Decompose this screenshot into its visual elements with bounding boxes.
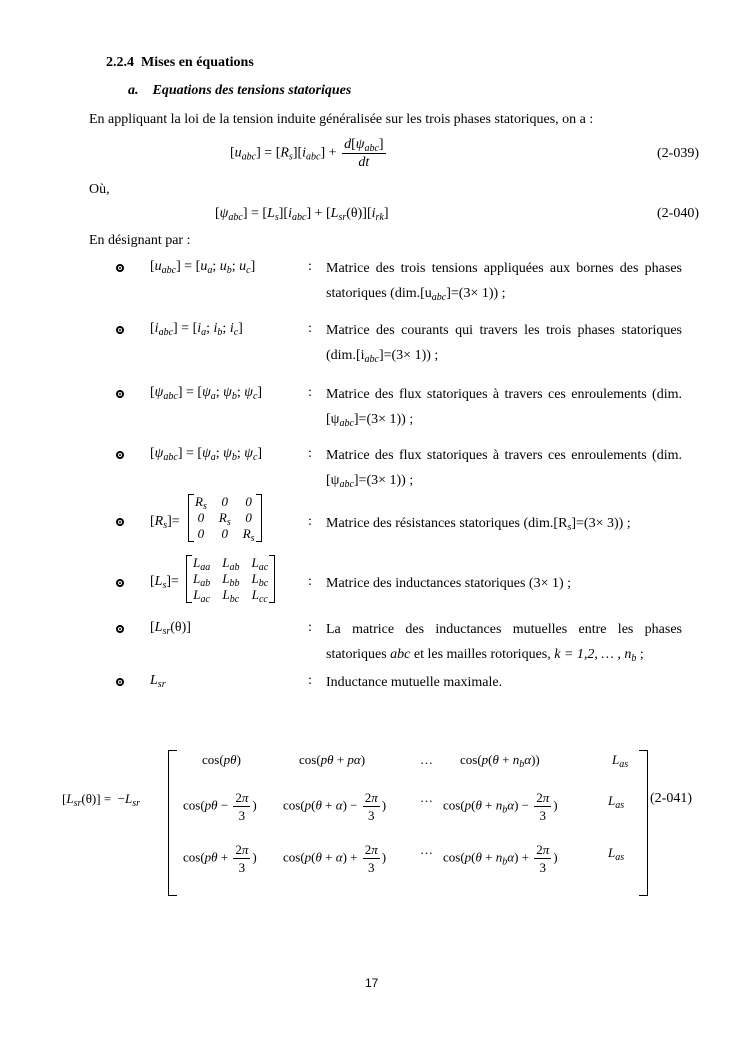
matrix-cell: cos(pθ + $\frac{2\pi}{3}$ ) (183, 842, 257, 875)
def-colon: : (308, 385, 312, 400)
matrix-cell: … (420, 790, 433, 805)
symbol-ls: $[L_s]=$ (150, 574, 179, 591)
matrix-cell: cos(pθ) (202, 752, 241, 767)
symbol-psi-abc: $[\psi_{abc}] = [\psi_a$; $\psi_b$; $\psi_c$] (150, 446, 263, 463)
def-colon: : (308, 673, 312, 688)
symbol-i-abc: $[i_{abc}] = [i_a$; $i_b$; $i_c$] (150, 321, 243, 338)
bullet-icon (116, 264, 124, 272)
bullet-icon (116, 390, 124, 398)
bullet-icon (116, 625, 124, 633)
def-colon: : (308, 574, 312, 589)
def-colon: : (308, 620, 312, 635)
section-title: Mises en équations (141, 55, 254, 70)
matrix-cell: $\cos(p(\theta + n_b\alpha)$ − $\frac{2\pi}{3}$ ) (443, 790, 558, 823)
section-heading (106, 55, 254, 71)
matrix-cell: $L_{as}$ (608, 845, 625, 863)
equation-voltage: $[u_{abc}] = [R_s][i_{abc}]$ + $\frac{d[\psi_{abc}]}{dt}$ (230, 137, 384, 170)
symbol-u-abc: $[u_{abc}] = [u_a$; $u_b$; $u_c$] (150, 259, 256, 276)
matrix-cell: cos(p(θ + α) + $\frac{2\pi}{3}$ ) (283, 842, 387, 875)
bullet-icon (116, 518, 124, 526)
definition-text: Matrice des flux statoriques à travers ces enroulements $(dim.[\psi_{abc}]=(3\times 1))$ ; (326, 448, 682, 490)
def-colon: : (308, 514, 312, 529)
bullet-icon (116, 326, 124, 334)
def-colon: : (308, 321, 312, 336)
definition-text: Matrice des flux statoriques à travers ces enroulements $(dim.[\psi_{abc}]=(3\times 1))$ ; (326, 387, 682, 429)
matrix-cell: $L_{as}$ (608, 793, 625, 811)
matrix-cell: $\cos(p(\theta + n_b\alpha)$ + $\frac{2\pi}{3}$ ) (443, 842, 558, 875)
subsection-letter: a. (128, 83, 139, 98)
where-text: Où, (89, 182, 110, 197)
matrix-cell: … (420, 752, 433, 767)
symbol-psi-abc: $[\psi_{abc}] = [\psi_a$; $\psi_b$; $\psi_c$] (150, 385, 263, 402)
definition-text: Matrice des trois tensions appliquées aux bornes des phases statoriques $(dim.[u_{abc}]=(3\times 1))$ ; (326, 261, 682, 303)
symbol-rs: $[R_s]=$ (150, 514, 180, 531)
matrix-lhs: $[L_{sr}(\theta)] = -L_{sr}$ (62, 791, 141, 809)
matrix-right-bracket (639, 750, 648, 896)
def-colon: : (308, 259, 312, 274)
bullet-icon (116, 678, 124, 686)
matrix-cell: $\cos(p(\theta + n_b\alpha))$ (460, 752, 540, 770)
equation-number-2: (2-040) (657, 206, 699, 221)
symbol-lsr: $L_{sr}$ (150, 673, 166, 690)
page-number: 17 (365, 976, 379, 990)
subsection-heading (128, 83, 351, 99)
matrix-rs: $R_s$ 0 0 0 $R_s$ 0 0 0 $R_s$ (188, 494, 262, 542)
def-colon: : (308, 446, 312, 461)
section-number: 2.2.4 (106, 55, 134, 70)
definition-text: Matrice des résistances statoriques $(dim.[R_s]=(3\times 3))$ ; (326, 516, 631, 533)
definition-text: Matrice des courants qui travers les trois phases statoriques $(dim.[i_{abc}]=(3\times 1))$ ; (326, 323, 682, 365)
matrix-cell: cos(pθ − $\frac{2\pi}{3}$ ) (183, 790, 257, 823)
bullet-icon (116, 579, 124, 587)
intro-paragraph: En appliquant la loi de la tension induite généralisée sur les trois phases statoriques, on a : (89, 112, 594, 127)
equation-flux: $[\psi_{abc}] = [L_s][i_{abc}] + [L_{sr}(\theta)][i_{rk}]$ (215, 206, 389, 223)
matrix-cell: cos(p(θ + α) − $\frac{2\pi}{3}$ ) (283, 790, 387, 823)
matrix-ls: $L_{aa}$ $L_{ab}$ $L_{ac}$ $L_{ab}$ $L_{bb}$ $L_{bc}$ $L_{ac}$ $L_{bc}$ $L_{cc}$ (186, 555, 275, 603)
subsection-title: Equations des tensions statoriques (152, 83, 352, 98)
matrix-cell: $L_{as}$ (612, 752, 629, 770)
bullet-icon (116, 451, 124, 459)
matrix-cell: … (420, 842, 433, 857)
equation-number-1: (2-039) (657, 146, 699, 161)
symbol-lsr-theta: $[L_{sr}(\theta)]$ (150, 620, 191, 637)
matrix-left-bracket (168, 750, 177, 896)
equation-number-3: (2-041) (650, 791, 692, 806)
matrix-cell: cos(pθ + pα) (299, 752, 366, 767)
definition-text: Inductance mutuelle maximale. (326, 675, 503, 690)
definition-text: Matrice des inductances statoriques (3× 1) ; (326, 576, 572, 591)
designating-text: En désignant par : (89, 233, 191, 248)
definition-text: La matrice des inductances mutuelles entre les phases statoriques abc et les mailles rotoriques, k = 1,2, … , $n_b$ ; (326, 622, 682, 664)
